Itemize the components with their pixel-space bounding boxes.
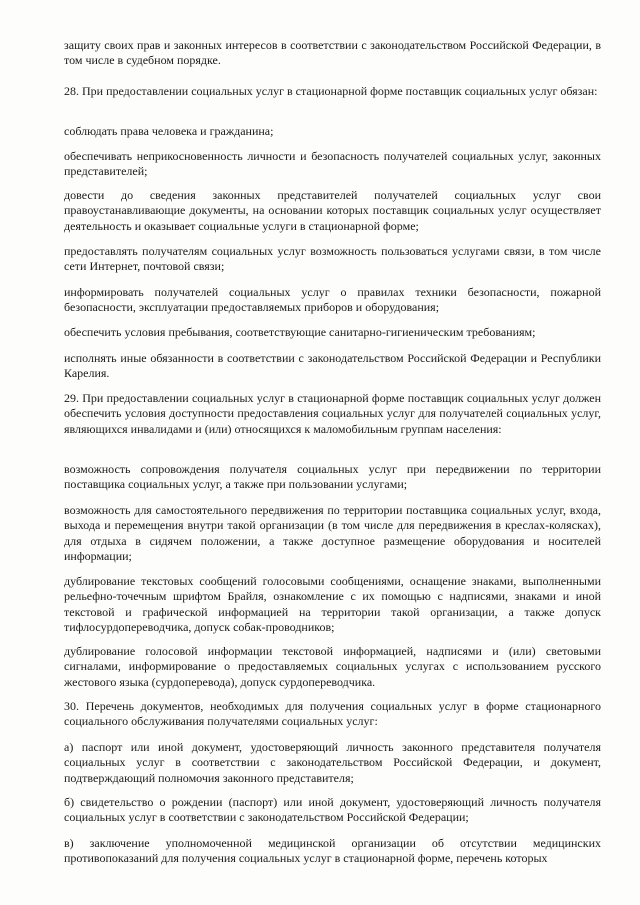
- paragraph-continuation: защиту своих прав и законных интересов в соответствии с законодательством Российской Федерации, в том числе в судебном порядке.: [64, 38, 601, 68]
- paragraph-30: 30. Перечень документов, необходимых для получения социальных услуг в форме стационарного социального обслуживания получателями социальных услуг:: [64, 699, 601, 729]
- paragraph-28-item-5: информировать получателей социальных услуг о правилах техники безопасности, пожарной безопасности, эксплуатации предоставляемых приборов и оборудования;: [64, 285, 601, 315]
- paragraph-28-item-4: предоставлять получателям социальных услуг возможность пользоваться услугами связи, в том числе сети Интернет, почтовой связи;: [64, 244, 601, 274]
- paragraph-28: 28. При предоставлении социальных услуг в стационарной форме поставщик социальных услуг обязан:: [64, 84, 598, 98]
- paragraph-30-item-v: в) заключение уполномоченной медицинской организации об отсутствии медицинских противопоказаний для получения социальных услуг в стационарной форме, перечень которых: [64, 836, 601, 866]
- paragraph-28-item-1: соблюдать права человека и гражданина;: [64, 124, 274, 138]
- paragraph-29-item-3: дублирование текстовых сообщений голосовыми сообщениями, оснащение знаками, выполненными рельефно-точечным шрифтом Брайля, ознакомление с их помощью с надписями, знаками и иной текстовой и графической информацией на территории такой организации, а также допуск тифлосурдопереводчика, допуск собак-проводников;: [64, 574, 601, 635]
- paragraph-28-item-7: исполнять иные обязанности в соответствии с законодательством Российской Федерации и Республики Карелия.: [64, 351, 601, 381]
- paragraph-28-item-2: обеспечивать неприкосновенность личности и безопасность получателей социальных услуг, законных представителей;: [64, 149, 601, 179]
- paragraph-28-item-6: обеспечить условия пребывания, соответствующие санитарно-гигиеническим требованиям;: [64, 325, 536, 339]
- paragraph-30-item-b: б) свидетельство о рождении (паспорт) или иной документ, удостоверяющий личность получателя социальных услуг в соответствии с законодательством Российской Федерации;: [64, 795, 601, 825]
- paragraph-29-item-4: дублирование голосовой информации текстовой информацией, надписями и (или) световыми сигналами, информирование о предоставляемых социальных услугах с использованием русского жестового языка (сурдоперевода), допуск сурдопереводчика.: [64, 644, 601, 689]
- paragraph-29-item-2: возможность для самостоятельного передвижения по территории поставщика социальных услуг, входа, выхода и перемещения внутри такой организации (в том числе для передвижения в креслах-колясках), для отдыха в сидячем положении, а также доступное размещение оборудования и носителей информации;: [64, 503, 601, 564]
- paragraph-28-item-3: довести до сведения законных представителей получателей социальных услуг свои правоустанавливающие документы, на основании которых поставщик социальных услуг осуществляет деятельность и оказывает социальные услуги в стационарной форме;: [64, 188, 601, 233]
- paragraph-29-item-1: возможность сопровождения получателя социальных услуг при передвижении по территории поставщика социальных услуг, а также при пользовании услугами;: [64, 462, 601, 492]
- paragraph-29: 29. При предоставлении социальных услуг в стационарной форме поставщик социальных услуг должен обеспечить условия доступности предоставления социальных услуг для получателей социальных услуг, являющихся инвалидами и (или) относящихся к маломобильным группам населения:: [64, 391, 601, 436]
- paragraph-30-item-a: а) паспорт или иной документ, удостоверяющий личность законного представителя получателя социальных услуг в соответствии с законодательством Российской Федерации, и документ, подтверждающий полномочия законного представителя;: [64, 740, 601, 785]
